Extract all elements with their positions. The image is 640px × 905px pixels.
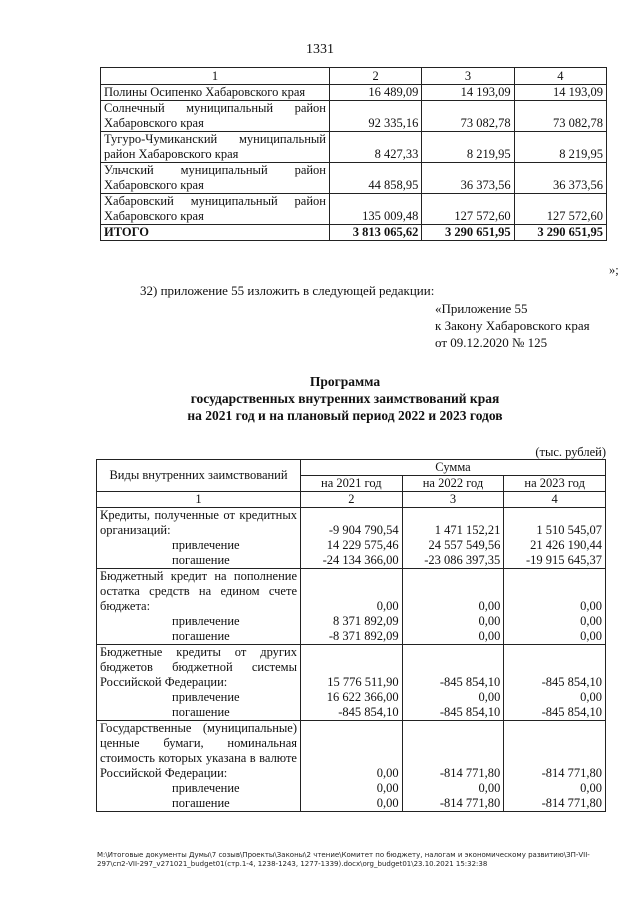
column-number-row [97, 492, 606, 508]
attract-value: 0,00 [478, 614, 501, 628]
value-cell [504, 569, 606, 645]
repay-value: -814 771,80 [439, 796, 501, 810]
table-row [97, 721, 606, 812]
attract-label: привлечение [172, 690, 240, 704]
header-borrowing-types: Виды внутренних заимствований [97, 460, 301, 492]
table-row [101, 163, 607, 194]
program-title [0, 373, 640, 424]
attract-value: 24 557 549,56 [428, 538, 501, 552]
repay-value: -23 086 397,35 [424, 553, 501, 567]
header-sum: Сумма [301, 460, 606, 476]
total-label: ИТОГО [101, 225, 330, 241]
repay-label: погашение [172, 796, 230, 810]
value-cell [402, 721, 504, 812]
total-value: -845 854,10 [541, 675, 602, 689]
cell-value: 8 219,95 [514, 132, 606, 163]
repay-value: -24 134 366,00 [322, 553, 399, 567]
row-name: Полины Осипенко Хабаровского края [101, 85, 330, 101]
attract-label: привлечение [172, 538, 240, 552]
row-name: Солнечный муниципальный район Хабаровского края [101, 101, 330, 132]
borrowing-type-cell [97, 508, 301, 569]
cell-value: 14 193,09 [422, 85, 514, 101]
repay-value: 0,00 [478, 629, 501, 643]
cell-value: 36 373,56 [422, 163, 514, 194]
row-name: Ульчский муниципальный район Хабаровского края [101, 163, 330, 194]
value-cell [402, 569, 504, 645]
borrowing-type-cell [97, 721, 301, 812]
table-row [97, 508, 606, 569]
attract-value: 0,00 [580, 690, 602, 704]
appendix-line: от 09.12.2020 № 125 [435, 335, 548, 350]
units-label: (тыс. рублей) [535, 445, 606, 459]
table-header-row [97, 460, 606, 476]
attract-value: 0,00 [376, 781, 399, 795]
table-row [101, 85, 607, 101]
total-value: -814 771,80 [439, 766, 501, 780]
value-cell [301, 645, 403, 721]
total-row [101, 225, 607, 241]
table-header-row [101, 68, 607, 85]
cell-value: 127 572,60 [514, 194, 606, 225]
attract-value: 8 371 892,09 [333, 614, 399, 628]
total-value: -845 854,10 [439, 675, 501, 689]
header-year: на 2021 год [301, 476, 403, 492]
attract-value: 0,00 [580, 614, 602, 628]
attract-value: 16 622 366,00 [326, 690, 399, 704]
page-number: 1331 [306, 42, 334, 57]
cell-value: 73 082,78 [514, 101, 606, 132]
cell-value: 8 427,33 [330, 132, 422, 163]
repay-label: погашение [172, 705, 230, 719]
col-header: 2 [330, 68, 422, 85]
value-cell [402, 645, 504, 721]
total-value: 3 290 651,95 [514, 225, 606, 241]
title-line: государственных внутренних заимствований края [190, 391, 500, 406]
table-row [101, 194, 607, 225]
borrowing-type-name: Бюджетные кредиты от других бюджетов бюджетной системы Российской Федерации: [100, 645, 297, 689]
appendix-line: «Приложение 55 [435, 301, 528, 316]
repay-value: -845 854,10 [541, 705, 602, 719]
col-number: 4 [504, 492, 606, 508]
cell-value: 127 572,60 [422, 194, 514, 225]
municipal-transfers-table [100, 67, 607, 241]
total-value: 0,00 [376, 766, 399, 780]
total-value: 0,00 [376, 599, 399, 613]
repay-value: -8 371 892,09 [328, 629, 399, 643]
attract-value: 0,00 [580, 781, 602, 795]
repay-label: погашение [172, 553, 230, 567]
col-number: 2 [301, 492, 403, 508]
row-name: Хабаровский муниципальный район Хабаровского края [101, 194, 330, 225]
repay-value: -845 854,10 [338, 705, 399, 719]
value-cell [301, 721, 403, 812]
repay-label: погашение [172, 629, 230, 643]
repay-value: -19 915 645,37 [525, 553, 602, 567]
col-number: 1 [97, 492, 301, 508]
attract-label: привлечение [172, 614, 240, 628]
table-row [101, 132, 607, 163]
cell-value: 73 082,78 [422, 101, 514, 132]
value-cell [504, 508, 606, 569]
total-value: -9 904 790,54 [328, 523, 399, 537]
amendment-item: 32) приложение 55 изложить в следующей редакции: [140, 283, 435, 298]
table-row [101, 101, 607, 132]
value-cell [301, 508, 403, 569]
table-row [97, 569, 606, 645]
table-row [97, 645, 606, 721]
total-value: 3 813 065,62 [330, 225, 422, 241]
borrowing-type-name: Кредиты, полученные от кредитных организаций: [100, 508, 297, 537]
title-line: на 2021 год и на плановый период 2022 и 2023 годов [187, 408, 503, 423]
title-line: Программа [309, 374, 381, 389]
cell-value: 44 858,95 [330, 163, 422, 194]
repay-value: 0,00 [376, 796, 399, 810]
attract-value: 0,00 [478, 690, 501, 704]
row-name: Тугуро-Чумиканский муниципальный район Хабаровского края [101, 132, 330, 163]
repay-value: -845 854,10 [439, 705, 501, 719]
total-value: 1 510 545,07 [536, 523, 602, 537]
total-value: -814 771,80 [541, 766, 602, 780]
cell-value: 16 489,09 [330, 85, 422, 101]
appendix-reference [435, 300, 590, 351]
borrowing-type-cell [97, 569, 301, 645]
cell-value: 14 193,09 [514, 85, 606, 101]
value-cell [301, 569, 403, 645]
attract-value: 14 229 575,46 [326, 538, 399, 552]
borrowing-type-name: Бюджетный кредит на пополнение остатка средств на едином счете бюджета: [100, 569, 297, 613]
file-path-footer: M:\Итоговые документы Думы\7 созыв\Проекты\Законы\2 чтение\Комитет по бюджету, налогам и экономическому развитию\ЗП-VII-297\сп2-VII-297_v271021_budget01(стр.1-4, 1238-1243, 1277-1339).docx\org_budget01\23.10.2021 15:32:38 [97, 851, 590, 868]
col-number: 3 [402, 492, 504, 508]
total-value: 15 776 511,90 [327, 675, 399, 689]
repay-value: -814 771,80 [541, 796, 602, 810]
cell-value: 92 335,16 [330, 101, 422, 132]
appendix-line: к Закону Хабаровского края [435, 318, 590, 333]
attract-label: привлечение [172, 781, 240, 795]
total-value: 0,00 [478, 599, 501, 613]
value-cell [504, 721, 606, 812]
col-header: 1 [101, 68, 330, 85]
cell-value: 135 009,48 [330, 194, 422, 225]
header-year: на 2022 год [402, 476, 504, 492]
value-cell [504, 645, 606, 721]
cell-value: 36 373,56 [514, 163, 606, 194]
borrowing-program-table [96, 459, 606, 812]
attract-value: 0,00 [478, 781, 501, 795]
cell-value: 8 219,95 [422, 132, 514, 163]
attract-value: 21 426 190,44 [530, 538, 602, 552]
total-value: 0,00 [580, 599, 602, 613]
repay-value: 0,00 [580, 629, 602, 643]
closing-quote: »; [609, 263, 619, 277]
total-value: 1 471 152,21 [434, 523, 501, 537]
borrowing-type-name: Государственные (муниципальные) ценные бумаги, номинальная стоимость которых указана в валюте Российской Федерации: [100, 721, 297, 780]
col-header: 3 [422, 68, 514, 85]
total-value: 3 290 651,95 [422, 225, 514, 241]
col-header: 4 [514, 68, 606, 85]
value-cell [402, 508, 504, 569]
header-year: на 2023 год [504, 476, 606, 492]
borrowing-type-cell [97, 645, 301, 721]
